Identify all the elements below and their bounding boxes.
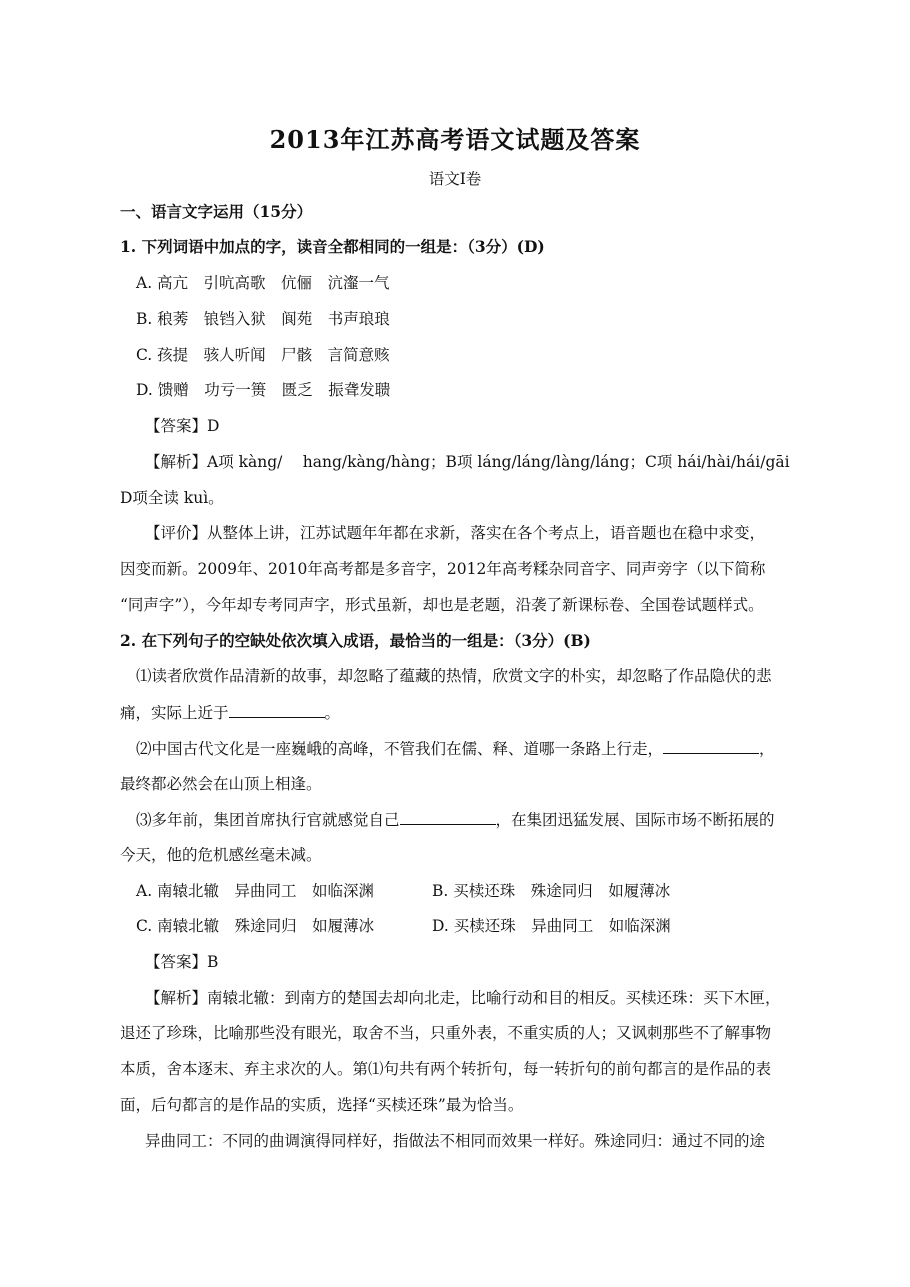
q2-analysis-line-2: 退还了珍珠，比喻那些没有眼光，取舍不当，只重外表，不重实质的人；又讽刺那些不了解事物 bbox=[120, 1024, 772, 1042]
document-title: 2013年江苏高考语文试题及答案 bbox=[269, 125, 641, 154]
section-heading: 一、语言文字运用（15分） bbox=[120, 202, 313, 221]
q2-analysis-line-5: 异曲同工：不同的曲调演得同样好，指做法不相同而效果一样好。殊途同归：通过不同的途 bbox=[145, 1132, 766, 1150]
answer-blank-1 bbox=[229, 702, 325, 718]
q2-sentence-2-end: ， bbox=[759, 740, 775, 758]
q2-sentence-1-line-2 bbox=[120, 702, 800, 723]
document-subtitle: 语文Ⅰ卷 bbox=[428, 170, 482, 188]
q2-option-a: A. 南辕北辙 异曲同工 如临深渊 bbox=[136, 882, 375, 900]
q1-comment-line-2: 因变而新。2009年、2010年高考都是多音字，2012年高考糅杂同音字、同声旁字（以下简称 bbox=[120, 560, 766, 578]
q2-analysis-line-4: 面，后句都言的是作品的实质，选择“买椟还珠”最为恰当。 bbox=[120, 1096, 524, 1114]
q2-sentence-3-line-1 bbox=[136, 809, 800, 830]
q1-answer: 【答案】D bbox=[145, 417, 220, 435]
q2-sentence-2-line-2: 最终都必然会在山顶上相逢。 bbox=[120, 775, 322, 793]
q1-option-d: D. 馈赠 功亏一篑 匮乏 振聋发聩 bbox=[136, 381, 391, 399]
q2-sentence-1-end: 。 bbox=[324, 704, 341, 722]
q2-sentence-3-line-2: 今天，他的危机感丝毫未减。 bbox=[120, 846, 322, 864]
q2-options-row-1 bbox=[136, 881, 800, 901]
q1-option-a: A. 高亢 引吭高歌 伉俪 沆瀣一气 bbox=[136, 274, 390, 292]
q1-comment-line-1: 【评价】从整体上讲，江苏试题年年都在求新，落实在各个考点上，语音题也在稳中求变， bbox=[145, 524, 766, 542]
q1-analysis-line-2: D项全读 kuì。 bbox=[120, 489, 224, 507]
q2-analysis-line-1: 【解析】南辕北辙：到南方的楚国去却向北走，比喻行动和目的相反。买椟还珠：买下木匣， bbox=[145, 989, 781, 1007]
q2-sentence-3-text: ⑶多年前，集团首席执行官就感觉自己 bbox=[136, 811, 400, 829]
q2-sentence-1-text: 痛，实际上近于 bbox=[120, 704, 229, 722]
q1-analysis-line-1: 【解析】A项 kàng/ hang/kàng/hàng；B项 láng/láng/làng/láng；C项 hái/hài/hái/gāi bbox=[145, 453, 790, 471]
answer-blank-2 bbox=[663, 738, 759, 754]
q2-analysis-line-3: 本质，舍本逐末、弃主求次的人。第⑴句共有两个转折句，每一转折句的前句都言的是作品的表 bbox=[120, 1060, 772, 1078]
q1-option-c: C. 孩提 骇人听闻 尸骸 言简意赅 bbox=[136, 346, 390, 364]
q2-sentence-1-line-1: ⑴读者欣赏作品清新的故事，却忽略了蕴藏的热情，欣赏文字的朴实，却忽略了作品隐伏的悲 bbox=[136, 667, 772, 685]
q2-options-row-2 bbox=[136, 916, 800, 936]
q1-comment-line-3: “同声字”），今年却专考同声字，形式虽新，却也是老题，沿袭了新课标卷、全国卷试题样式。 bbox=[120, 596, 764, 614]
q1-option-b: B. 稂莠 锒铛入狱 阆苑 书声琅琅 bbox=[136, 310, 390, 328]
answer-blank-3 bbox=[400, 809, 496, 825]
q2-sentence-2-line-1 bbox=[136, 738, 800, 759]
q2-answer: 【答案】B bbox=[145, 953, 219, 971]
q1-stem: 1. 下列词语中加点的字，读音全都相同的一组是：（3分）(D) bbox=[120, 237, 545, 256]
q2-option-d: D. 买椟还珠 异曲同工 如临深渊 bbox=[432, 917, 671, 935]
q2-sentence-2-text: ⑵中国古代文化是一座巍峨的高峰，不管我们在儒、释、道哪一条路上行走， bbox=[136, 740, 664, 758]
q2-option-b: B. 买椟还珠 殊途同归 如履薄冰 bbox=[432, 882, 671, 900]
q2-option-c: C. 南辕北辙 殊途同归 如履薄冰 bbox=[136, 917, 375, 935]
q2-stem: 2. 在下列句子的空缺处依次填入成语，最恰当的一组是：（3分）(B) bbox=[120, 631, 591, 650]
q2-sentence-3-end: ，在集团迅猛发展、国际市场不断拓展的 bbox=[495, 811, 775, 829]
